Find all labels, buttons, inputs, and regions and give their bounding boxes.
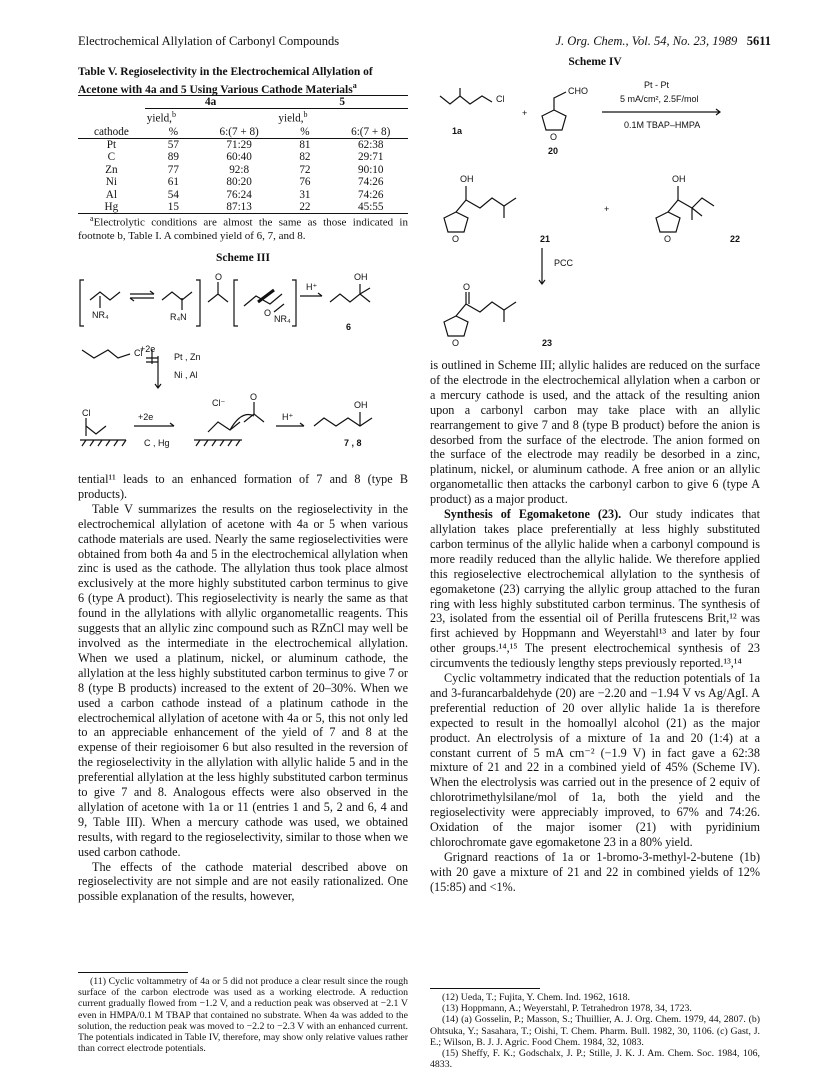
table-row bbox=[78, 138, 408, 151]
col-ratio-4a: 6:(7 + 8) bbox=[219, 125, 259, 138]
cell-cathode: Hg bbox=[104, 200, 119, 213]
label-cl-1a: Cl bbox=[496, 94, 505, 104]
label-compound-22: 22 bbox=[730, 234, 741, 244]
cell-r4: 60:40 bbox=[226, 151, 252, 164]
cell-cathode: C bbox=[107, 151, 116, 164]
label-nr4: NR₄ bbox=[92, 310, 109, 320]
label-compound-20: 20 bbox=[548, 146, 559, 156]
yield-label-4a: yield,$^b$ bbox=[146, 110, 176, 126]
cell-y5: 76 bbox=[299, 176, 311, 189]
footnote-11: (11) Cyclic voltammetry of 4a or 5 did not produce a clear result since the rough surface of the carbon electrode was used as a working electrode. A reduction current gradually flowed from −1.2 V, and a reduction peak was observed at −2.1 V even in HMPA/0.1 M TBAP that contained no substrate. When 4a was added to the solution, the reduction peak was moved to −2.2 to −2.3 V with an enhanced current. The potentials indicated in Table IV, therefore, may show only relative values rather than correct electrode potentials. bbox=[78, 976, 408, 1055]
cell-r5: 29:71 bbox=[358, 151, 384, 164]
cell-y5: 81 bbox=[299, 138, 311, 151]
label-o-22: O bbox=[664, 234, 672, 244]
label-hplus-1: H⁺ bbox=[306, 282, 318, 292]
paragraph-continuation: tential¹¹ leads to an enhanced formation of 7 and 8 (type B products). bbox=[78, 472, 408, 501]
col-ratio-5: 6:(7 + 8) bbox=[351, 125, 391, 138]
label-o-21: O bbox=[452, 234, 460, 244]
running-header-citation bbox=[555, 34, 771, 49]
cell-y5: 72 bbox=[299, 163, 311, 176]
label-o-23: O bbox=[452, 338, 460, 348]
footnote-13: (13) Hoppmann, A.; Weyerstahl, P. Tetrahedron 1978, 34, 1723. bbox=[442, 1003, 692, 1015]
cell-y4: 15 bbox=[167, 200, 179, 213]
col-cathode: cathode bbox=[94, 125, 129, 138]
table-row bbox=[78, 176, 408, 188]
cell-r4: 76:24 bbox=[226, 188, 252, 201]
cell-cathode: Zn bbox=[105, 163, 118, 176]
table-subheader-1 bbox=[78, 109, 408, 126]
label-compound-23: 23 bbox=[542, 338, 553, 348]
label-compound-78: 7 , 8 bbox=[344, 438, 362, 448]
yield-label-5: yield,$^b$ bbox=[278, 110, 308, 126]
section-heading-egomaketone: Synthesis of Egomaketone (23). bbox=[444, 507, 622, 522]
table-footnote: $^a$Electrolytic conditions are almost the same as those indicated in footnote b, Table I. A combined yield of 6, 7, and 8. bbox=[78, 214, 408, 242]
label-oh-22: OH bbox=[672, 174, 686, 184]
label-cond-electrolyte: 0.1M TBAP–HMPA bbox=[624, 120, 701, 130]
cell-r4: 92:8 bbox=[229, 163, 250, 176]
label-c-hg: C , Hg bbox=[144, 438, 170, 448]
page-number: 5611 bbox=[746, 34, 771, 48]
footnote-12: (12) Ueda, T.; Fujita, Y. Chem. Ind. 1962, 1618. bbox=[442, 992, 630, 1003]
cell-r5: 74:26 bbox=[358, 176, 384, 189]
label-plus2e-1: +2e bbox=[140, 344, 156, 354]
label-plus-1: + bbox=[522, 108, 528, 118]
scheme-iii-diagram bbox=[78, 266, 418, 472]
regioselectivity-table bbox=[78, 95, 408, 214]
paragraph-table-summary: Table V summarizes the results on the regioselectivity in the electrochemical allylation of acetone with 4a or 5 when various cathode materials are used. Nearly the same regioselectivities were obtained from both 4a and 5 in the electrochemical allylation when zinc is used as the cathode. The allylation thus took place almost exclusively at the more highly substituted carbon terminus to give 6 (type A product). This regioselectivity is nearly the same as that found in the allylations with allylic organometallic reagents. This suggests that an allylic zinc compound such as RZnCl may well be involved as the intermediate in the electrochemical allylation. When we used a platinum, nickel, or aluminum cathode, the allylation at the less highly substituted carbon terminus to give 7 or 8 (type B products) increased to the extent of 20–30%. When we used a carbon cathode instead of a platinum cathode in the electrochemical allylation of acetone with 4a or 5, this not only led to an appreciable enhancement of the yield of 7 and 8 at the expense of their regioisomer 6 but also resulted in the reversion of the regioselectivity in the allylation with allylic halide 5 and in the preferential allylation at the less highly substituted carbon terminus to give 7 and 8. Analogous effects were also observed in the allylation of acetone with 1a or 11 (entries 1 and 5, 2 and 6, 4 and 9, Table III). When a mercury cathode was used, we obtained results, with regard to the regioselectivity, similar to those when we used carbon cathode. bbox=[78, 501, 408, 859]
scheme-iv-diagram bbox=[430, 70, 766, 352]
label-oh-6: OH bbox=[354, 272, 368, 282]
label-compound-21: 21 bbox=[540, 234, 551, 244]
footnote-15: (15) Sheffy, F. K.; Godschalx, J. P.; Stille, J. K. J. Am. Chem. Soc. 1984, 106, 4833. bbox=[430, 1048, 760, 1071]
footnote-rule-left bbox=[78, 972, 188, 973]
cell-y5: 31 bbox=[299, 188, 311, 201]
table-group-header bbox=[78, 96, 408, 109]
label-o-20: O bbox=[550, 132, 558, 142]
label-cond-current: 5 mA/cm², 2.5F/mol bbox=[620, 94, 699, 104]
scheme-iii-title: Scheme III bbox=[216, 252, 270, 264]
cell-y4: 54 bbox=[167, 188, 179, 201]
label-plus2e-2: +2e bbox=[138, 412, 154, 422]
cell-y4: 89 bbox=[167, 151, 179, 164]
table-caption-text: Table V. Regioselectivity in the Electrochemical Allylation of Acetone with 4a and 5 Using Various Cathode Materials bbox=[78, 66, 373, 96]
paragraph-scheme-explanation: is outlined in Scheme III; allylic halides are reduced on the surface of the electrode in the electrochemical allylation when a carbon or a mercury cathode is used, and the attack of the resulting anion upon a carbonyl carbon may take place with an allylic rearrangement to give 7 and 8 (type B product) before the anion is desorbed from the surface of the electrode. The anion formed on the surface of the electrode may readily be desorbed in a zinc, platinum, nickel, or aluminum cathode. A free anion or an allylic organometallic then attacks the carbonyl carbon to give 6 (type A product) as a major product. bbox=[430, 358, 760, 507]
cell-r4: 87:13 bbox=[226, 200, 252, 213]
table-subheader-2 bbox=[78, 126, 408, 139]
label-compound-6: 6 bbox=[346, 322, 352, 332]
label-pt-zn: Pt , Zn bbox=[174, 352, 201, 362]
volume-info: Vol. 54, No. 23, 1989 bbox=[631, 34, 738, 48]
label-cl: Cl bbox=[134, 348, 143, 358]
label-ni-al: Ni , Al bbox=[174, 370, 198, 380]
group-5: 5 bbox=[276, 96, 408, 109]
label-hplus-2: H⁺ bbox=[282, 412, 294, 422]
table-row bbox=[78, 151, 408, 163]
label-r4n: R₄N bbox=[170, 312, 187, 322]
cell-cathode: Ni bbox=[105, 176, 117, 189]
label-oh-78: OH bbox=[354, 400, 368, 410]
cell-r5: 74:26 bbox=[358, 188, 384, 201]
col-pct-5: % bbox=[300, 125, 310, 138]
col-pct-4a: % bbox=[168, 125, 179, 138]
cell-r4: 71:29 bbox=[226, 138, 252, 151]
label-o-acetone: O bbox=[215, 272, 223, 282]
table-row bbox=[78, 189, 408, 201]
cell-r4: 80:20 bbox=[226, 176, 252, 189]
footnotes-right bbox=[430, 992, 760, 1070]
journal-name: J. Org. Chem., bbox=[555, 34, 629, 48]
paragraph-grignard: Grignard reactions of 1a or 1-bromo-3-methyl-2-butene (1b) with 20 gave a mixture of 21 and 22 in combined yields of 12% (15:85) and <1%. bbox=[430, 849, 760, 894]
right-column-body bbox=[430, 358, 760, 895]
label-o-23-ketone: O bbox=[463, 282, 471, 292]
cell-r5: 45:55 bbox=[358, 200, 384, 213]
label-nr4-ts: NR₄ bbox=[274, 314, 291, 324]
cell-r5: 90:10 bbox=[358, 163, 384, 176]
cell-y5: 22 bbox=[299, 200, 311, 213]
footnote-rule-right bbox=[430, 988, 540, 989]
paragraph-egomaketone: Synthesis of Egomaketone (23). Our study indicates that allylation takes place preferentially at less highly substituted carbon terminus of the allylic halide when a carbonyl compound is more readily reduced than the allylic halide. We therefore applied this regioselective electrochemical allylation to the synthesis of egomaketone (23) carrying the allylic group attached to the furan ring with less highly substituted carbon terminus. The synthesis of 23, isolated from the essential oil of Perilla frutescens Brit,¹² was first achieved by Hoppmann and Weyerstahl¹³ and later by four other groups.¹⁴,¹⁵ The present electrochemical synthesis of 23 circumvents the tediously lengthy steps previously reported.¹³,¹⁴ bbox=[430, 507, 760, 671]
label-compound-1a: 1a bbox=[452, 126, 463, 136]
label-pcc: PCC bbox=[554, 258, 574, 268]
table-caption-note: a bbox=[352, 81, 357, 90]
cell-cathode: Pt bbox=[106, 138, 117, 151]
cell-y4: 57 bbox=[167, 138, 179, 151]
label-o-ts: O bbox=[264, 308, 272, 318]
cell-r5: 62:38 bbox=[358, 138, 384, 151]
group-4a: 4a bbox=[145, 96, 277, 109]
label-cl-minus: Cl⁻ bbox=[212, 398, 226, 408]
running-header-title: Electrochemical Allylation of Carbonyl Compounds bbox=[78, 34, 340, 48]
paragraph-cathode-effects: The effects of the cathode material described above on regioselectivity are not simple and are not easily rationalized. One possible explanation of the results, however, bbox=[78, 859, 408, 904]
label-o-2: O bbox=[250, 392, 258, 402]
label-cl-2: Cl bbox=[82, 408, 91, 418]
table-caption bbox=[78, 66, 408, 97]
label-oh-21: OH bbox=[460, 174, 474, 184]
label-plus-2: + bbox=[604, 204, 610, 214]
cell-cathode: Al bbox=[105, 188, 117, 201]
scheme-iv-title: Scheme IV bbox=[568, 56, 622, 68]
paragraph-voltammetry: Cyclic voltammetry indicated that the reduction potentials of 1a and 3-furancarbaldehyde (20) are −2.20 and −1.94 V vs Ag/AgI. A preferential reduction of 20 over allylic halide 1a is therefore expected to result in the homoallyl alcohol (21) as the major product. An electrolysis of a mixture of 1a and 20 (1:4) at a constant current of 5 mA cm⁻² (−1.9 V) in fact gave a 62:38 mixture of 21 and 22 in a combined yield of 45% (Scheme IV). When the electrolysis was carried out in the presence of 2 equiv of chlorotrimethylsilane/mol of 1a, both the yield and the regioselectivity were appreciably improved, to 67% and 74:26. Oxidation of the major isomer (21) with pyridinium chlorochromate gave egomaketone 23 in a 80% yield. bbox=[430, 671, 760, 849]
cell-y5: 82 bbox=[299, 151, 311, 164]
table-row bbox=[78, 164, 408, 176]
cell-y4: 77 bbox=[167, 163, 179, 176]
cell-y4: 61 bbox=[167, 176, 179, 189]
label-cho: CHO bbox=[568, 86, 588, 96]
label-cond-pt: Pt - Pt bbox=[644, 80, 670, 90]
left-column-body bbox=[78, 472, 408, 904]
footnote-14: (14) (a) Gosselin, P.; Masson, S.; Thuillier, A. J. Org. Chem. 1979, 44, 2807. (b) Ohtsuka, Y.; Sasahara, T.; Oishi, T. Chem. Pharm. Bull. 1982, 30, 1106. (c) Gast, J. E.; Wilson, B. J. J. Agric. Food Chem. 1984, 32, 1083. bbox=[430, 1014, 760, 1048]
